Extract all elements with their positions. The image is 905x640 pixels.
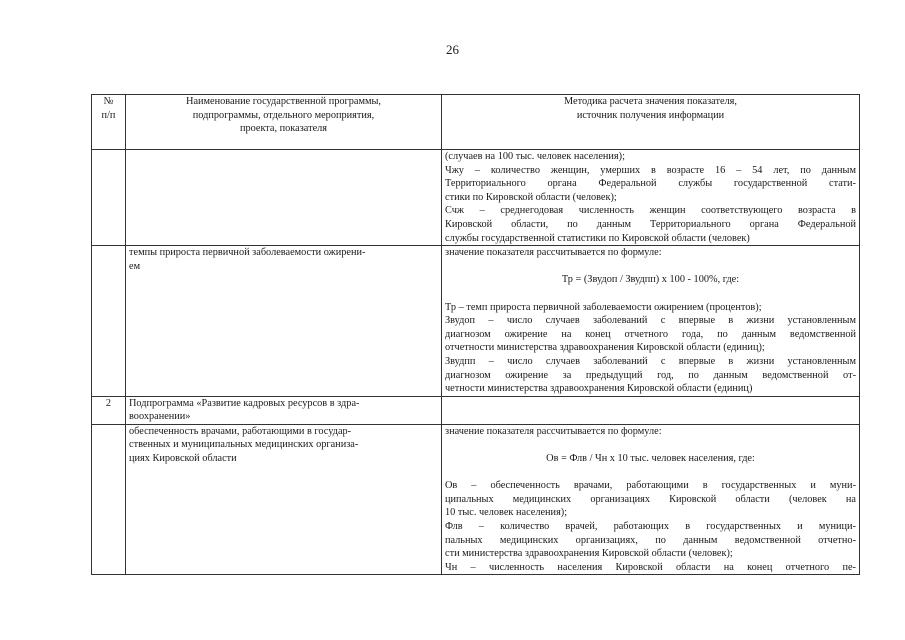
row-name: темпы прироста первичной заболеваемости ожирени- ем [126, 246, 442, 397]
header-name: Наименование государственной программы, подпрограммы, отдельного мероприятия, проекта, показателя [126, 95, 442, 150]
row-number [92, 246, 126, 397]
row-number [92, 150, 126, 246]
row-method: значение показателя рассчитывается по формуле: Тр = (Звудоп / Звудпп) х 100 - 100%, где: Тр – темп прироста первичной заболеваемости ожирением (процентов); Звудоп – число случаев заболеваний с впервые в жизни установленным диагнозом ожирение на конец отчетного года, по данным ведомственной отчетности министерства здравоохранения Кировской области (единиц); Звудпп – число случаев заболеваний с впервые в жизни установленным диагнозом ожирение за предыдущий год, по данным ведомственной от- четности министерства здравоохранения Кировской области (единиц) [442, 246, 860, 397]
row-method: значение показателя рассчитывается по формуле: Ов = Флв / Чн х 10 тыс. человек населения, где: Ов – обеспеченность врачами, работающими в государственных и муни- ципальных медицинских организациях Кировской области (человек на 10 тыс. человек населения); Флв – количество врачей, работающих в государственных и муници- пальных медицинских организациях, по данным ведомственной отчетно- сти министерства здравоохранения Кировской области (человек); Чн – численность населения Кировской области на конец отчетного пе- [442, 424, 860, 575]
header-method: Методика расчета значения показателя, источник получения информации [442, 95, 860, 150]
row-name [126, 150, 442, 246]
row-name: Подпрограмма «Развитие кадровых ресурсов в здра- воохранении» [126, 396, 442, 424]
table-row [92, 396, 860, 424]
table-row [92, 424, 860, 575]
row-name: обеспеченность врачами, работающими в государ- ственных и муниципальных медицинских организа- циях Кировской области [126, 424, 442, 575]
row-method [442, 396, 860, 424]
row-number: 2 [92, 396, 126, 424]
table-header-row [92, 95, 860, 150]
formula: Тр = (Звудоп / Звудпп) х 100 - 100%, где: [561, 274, 740, 286]
table-row [92, 150, 860, 246]
formula: Ов = Флв / Чн х 10 тыс. человек населения, где: [546, 453, 755, 465]
row-number [92, 424, 126, 575]
table-row [92, 246, 860, 397]
row-method: (случаев на 100 тыс. человек населения); Чжу – количество женщин, умерших в возрасте 16 – 54 лет, по данным Территориального органа Федеральной службы государственной стати- стики по Кировской области (человек); Счж – среднегодовая численность женщин соответствующего возраста в Кировской области, по данным Территориального органа Федеральной службы государственной статистики по Кировской области (человек) [442, 150, 860, 246]
indicator-table [91, 94, 860, 575]
page-number: 26 [446, 42, 459, 57]
header-number: № п/п [92, 95, 126, 150]
